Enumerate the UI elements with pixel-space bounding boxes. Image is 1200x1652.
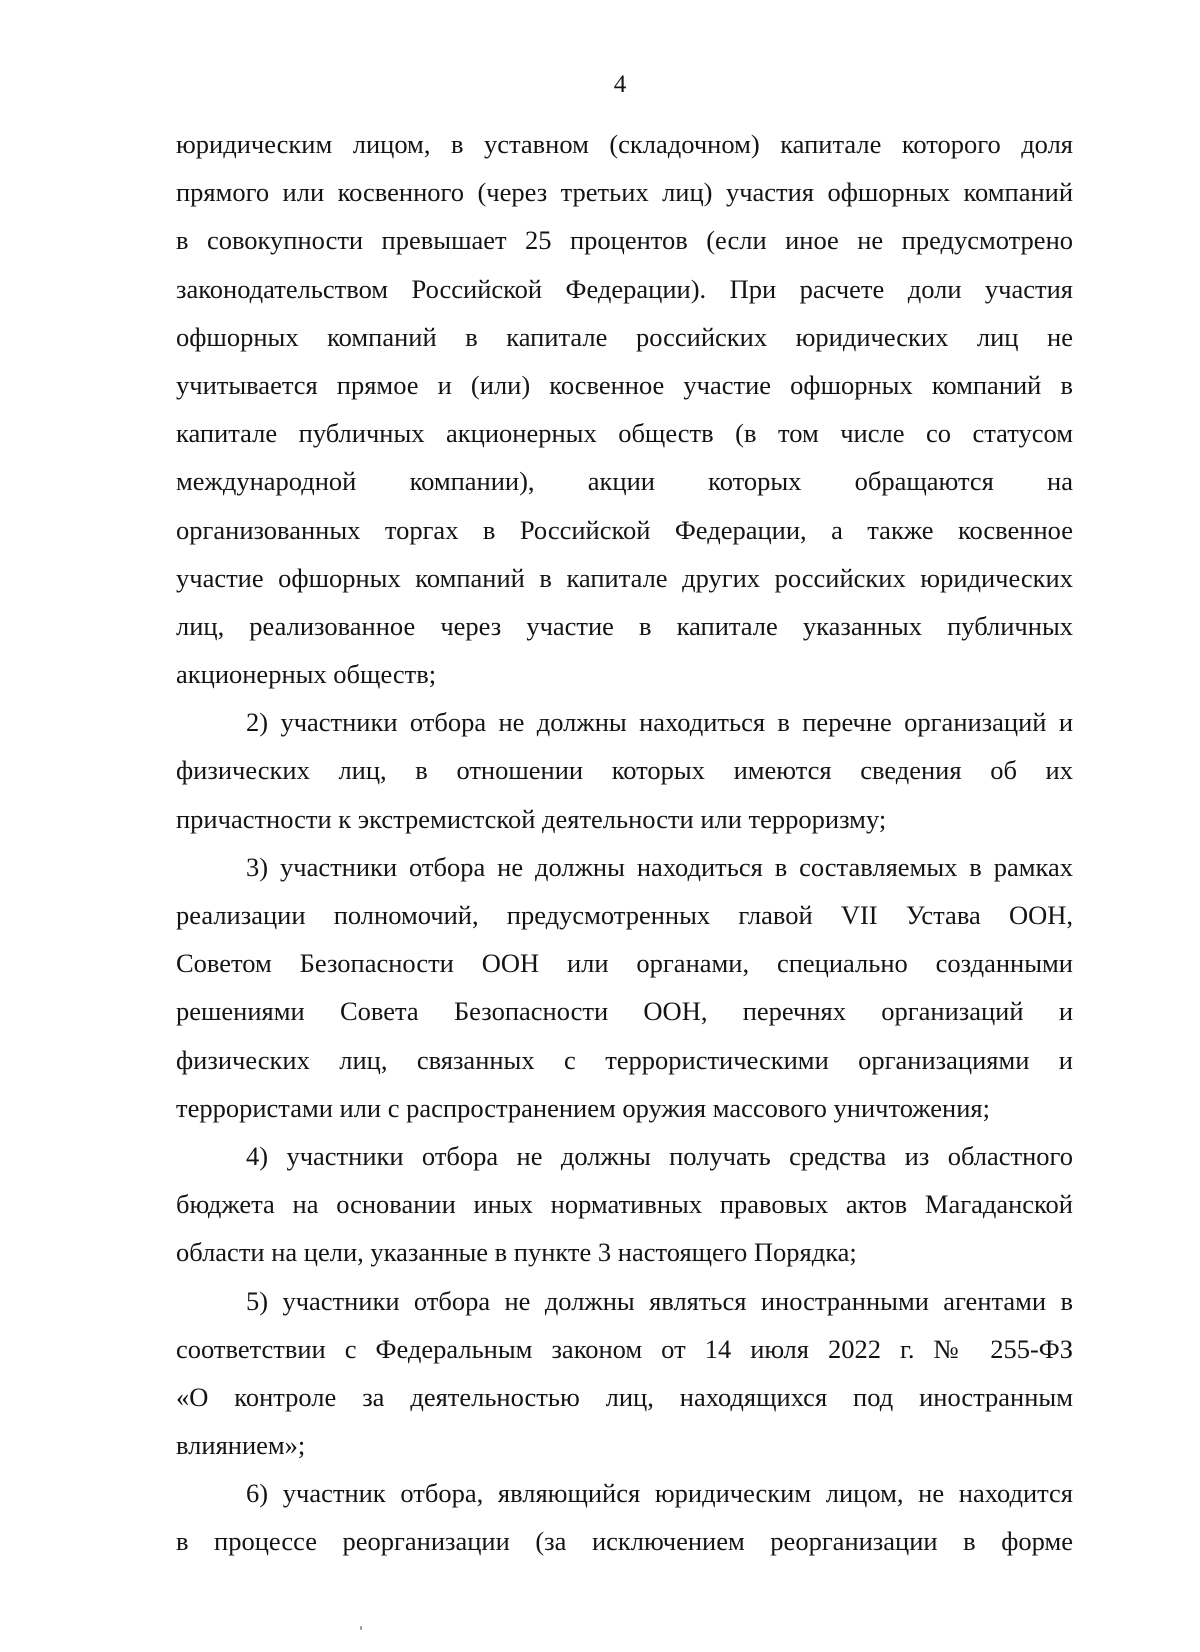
text-line: прямого или косвенного (через третьих лиц) участия офшорных компаний <box>176 177 1073 208</box>
text-line: участие офшорных компаний в капитале других российских юридических <box>176 562 1073 593</box>
text-line: акционерных обществ; <box>176 659 437 690</box>
text-line: «О контроле за деятельностью лиц, находящихся под иностранным <box>176 1381 1073 1412</box>
list-item-5-line: 5) участники отбора не должны являться иностранными агентами в <box>246 1285 1073 1316</box>
list-item-4-line: 4) участники отбора не должны получать средства из областного <box>246 1140 1073 1171</box>
text-line: лиц, реализованное через участие в капитале указанных публичных <box>176 610 1073 641</box>
text-line: организованных торгах в Российской Федерации, а также косвенное <box>176 514 1073 545</box>
text-line: юридическим лицом, в уставном (складочном) капитале которого доля <box>176 129 1073 159</box>
text-line: решениями Совета Безопасности ООН, перечнях организаций и <box>176 996 1073 1027</box>
text-line: террористами или с распространением оружия массового уничтожения; <box>176 1092 990 1123</box>
text-line: офшорных компаний в капитале российских юридических лиц не <box>176 321 1073 352</box>
list-item-6-line: 6) участник отбора, являющийся юридическим лицом, не находится <box>246 1478 1073 1509</box>
text-line: области на цели, указанные в пункте 3 настоящего Порядка; <box>176 1237 857 1268</box>
text-line: международной компании), акции которых обращаются на <box>176 466 1073 497</box>
body-text <box>176 120 1073 1566</box>
list-item-3-line: 3) участники отбора не должны находиться в составляемых в рамках <box>246 851 1073 882</box>
text-line: соответствии с Федеральным законом от 14 июля 2022 г. № 255-ФЗ <box>176 1333 1073 1364</box>
text-line: капитале публичных акционерных обществ (в том числе со статусом <box>176 418 1073 449</box>
scan-speck <box>360 1626 362 1630</box>
text-line: законодательством Российской Федерации). При расчете доли участия <box>176 273 1073 304</box>
text-line: физических лиц, в отношении которых имеются сведения об их <box>176 755 1073 786</box>
text-line: влиянием»; <box>176 1430 306 1461</box>
text-line: бюджета на основании иных нормативных правовых актов Магаданской <box>176 1189 1073 1220</box>
text-line: физических лиц, связанных с террористическими организациями и <box>176 1044 1073 1075</box>
text-line: реализации полномочий, предусмотренных главой VII Устава ООН, <box>176 900 1073 930</box>
page-number: 4 <box>613 71 627 98</box>
list-item-2-line: 2) участники отбора не должны находиться в перечне организаций и <box>246 707 1073 738</box>
text-line: в совокупности превышает 25 процентов (если иное не предусмотрено <box>176 225 1073 256</box>
text-line: в процессе реорганизации (за исключением реорганизации в форме <box>176 1526 1073 1557</box>
text-line: учитывается прямое и (или) косвенное участие офшорных компаний в <box>176 369 1073 400</box>
text-line: Советом Безопасности ООН или органами, специально созданными <box>176 948 1073 979</box>
text-line: причастности к экстремистской деятельности или терроризму; <box>176 803 887 834</box>
